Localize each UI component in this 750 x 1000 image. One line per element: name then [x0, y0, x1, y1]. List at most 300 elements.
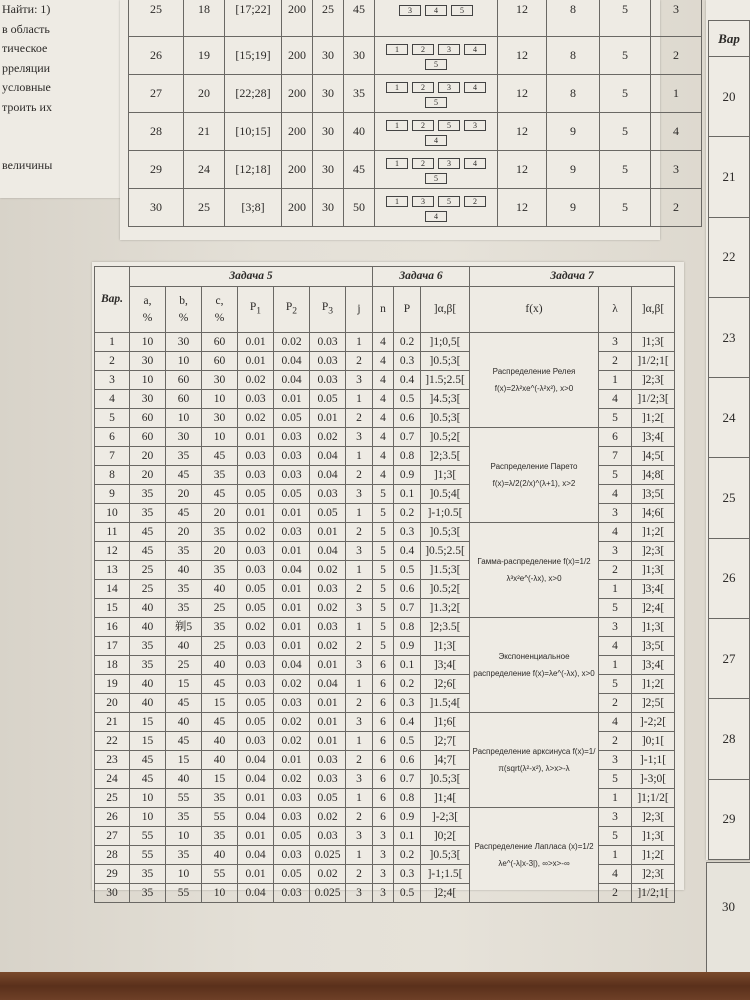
table-cell: 2: [346, 751, 373, 770]
table-cell: 40: [202, 656, 238, 675]
table-cell: 4: [373, 371, 394, 390]
table-cell: ]0.5;3[: [421, 352, 470, 371]
table-cell: 0.01: [274, 580, 310, 599]
table-cell: 0.01: [274, 542, 310, 561]
table-cell: ]2;3[: [632, 542, 675, 561]
scheme-block: 1: [386, 158, 408, 169]
table-cell: ]-1;1[: [632, 751, 675, 770]
table-cell: 3: [599, 542, 632, 561]
table-cell: 3: [599, 504, 632, 523]
right-value: 26: [709, 538, 750, 618]
table-cell: ]1.5;3[: [421, 561, 470, 580]
right-value: 23: [709, 297, 750, 377]
table-cell: ]0;1[: [632, 732, 675, 751]
table-cell: 4: [373, 428, 394, 447]
right-row: [709, 699, 750, 779]
right-header: Вар: [709, 21, 750, 57]
reliability-scheme: [375, 0, 498, 37]
table-cell: 23: [95, 751, 130, 770]
table-cell: 1: [599, 846, 632, 865]
table-cell: 0.01: [310, 409, 346, 428]
table-cell: 3: [346, 884, 373, 903]
table-cell: 0.03: [274, 447, 310, 466]
table-cell: 2: [346, 580, 373, 599]
scheme-block: 5: [425, 173, 447, 184]
table-cell: 4: [373, 333, 394, 352]
table-cell: 60: [166, 371, 202, 390]
reliability-scheme: [375, 75, 498, 113]
table-cell: ]1;3[: [632, 618, 675, 637]
right-row: [709, 458, 750, 538]
table-cell: 0.01: [310, 523, 346, 542]
table-cell: ]1.3;2[: [421, 599, 470, 618]
right-row: [709, 619, 750, 699]
table-cell: 0.02: [274, 333, 310, 352]
right-row: [709, 378, 750, 458]
table-cell: 0.02: [274, 675, 310, 694]
table-cell: 0.3: [394, 694, 421, 713]
table-cell: 0.04: [310, 447, 346, 466]
table-cell: 45: [166, 694, 202, 713]
scheme-block: 3: [438, 82, 460, 93]
table-cell: 2: [346, 523, 373, 542]
top-cell: 200: [282, 113, 313, 151]
table-cell: 1: [599, 580, 632, 599]
table-cell: 0.01: [238, 352, 274, 371]
table-cell: 35: [130, 865, 166, 884]
top-cell: 26: [129, 37, 184, 75]
table-cell: 21: [95, 713, 130, 732]
top-cell: 2: [651, 189, 702, 227]
left-text-line: условные: [2, 80, 51, 94]
table-cell: 0.2: [394, 333, 421, 352]
table-cell: 35: [202, 466, 238, 485]
table-cell: 35: [202, 523, 238, 542]
table-cell: 0.03: [310, 352, 346, 371]
top-cell: 12: [498, 37, 547, 75]
table-cell: 0.7: [394, 428, 421, 447]
table-cell: 0.02: [310, 599, 346, 618]
table-cell: 10: [202, 884, 238, 903]
table-cell: 0.02: [274, 713, 310, 732]
table-cell: ]2;4[: [632, 599, 675, 618]
top-row: [129, 0, 702, 37]
table-cell: 0.01: [274, 637, 310, 656]
table-cell: 45: [130, 770, 166, 789]
table-cell: 0.1: [394, 656, 421, 675]
table-cell: 60: [130, 428, 166, 447]
table-cell: 35: [130, 884, 166, 903]
top-cell: 30: [313, 75, 344, 113]
table-cell: 6: [373, 789, 394, 808]
table-cell: ]0.5;4[: [421, 485, 470, 504]
distribution-cell: Экспоненциальное распределение f(x)=λe^(-λx), x>0: [470, 618, 599, 713]
table-cell: 5: [373, 504, 394, 523]
table-cell: 3: [373, 884, 394, 903]
right-row: [709, 57, 750, 137]
top-cell: 25: [184, 189, 225, 227]
table-cell: 10: [130, 371, 166, 390]
scheme-block: 1: [386, 82, 408, 93]
table-cell: ]0.5;3[: [421, 846, 470, 865]
header-c: [202, 287, 238, 333]
table-cell: 0.2: [394, 846, 421, 865]
table-row: [95, 618, 675, 637]
table-cell: 1: [599, 656, 632, 675]
table-cell: 0.04: [238, 884, 274, 903]
table-cell: 5: [599, 599, 632, 618]
table-cell: 10: [130, 808, 166, 827]
table-cell: 0.7: [394, 770, 421, 789]
header-interval: ]α,β[: [421, 287, 470, 333]
top-cell: 27: [129, 75, 184, 113]
table-cell: 25: [166, 656, 202, 675]
table-cell: 0.025: [310, 846, 346, 865]
table-cell: 25: [202, 637, 238, 656]
table-cell: 0.05: [310, 390, 346, 409]
header-a: [130, 287, 166, 333]
table-cell: 30: [202, 409, 238, 428]
header-lambda: λ: [599, 287, 632, 333]
table-cell: 6: [373, 675, 394, 694]
left-text-fragments: [0, 0, 118, 200]
top-cell: 3: [651, 0, 702, 37]
table-cell: 0.8: [394, 618, 421, 637]
table-cell: 0.05: [238, 485, 274, 504]
table-cell: ]1;1/2[: [632, 789, 675, 808]
table-cell: 28: [95, 846, 130, 865]
table-cell: ]1;2[: [632, 846, 675, 865]
table-cell: ]-1;1.5[: [421, 865, 470, 884]
table-cell: 2: [599, 884, 632, 903]
table-cell: 5: [373, 542, 394, 561]
table-cell: 0.6: [394, 580, 421, 599]
table-cell: ]4;6[: [632, 504, 675, 523]
table-cell: 5: [599, 827, 632, 846]
table-cell: ]1;2[: [632, 675, 675, 694]
header-p3-label: P: [321, 301, 329, 314]
table-cell: 10: [202, 390, 238, 409]
table-cell: 27: [95, 827, 130, 846]
table-cell: 0.4: [394, 542, 421, 561]
table-cell: 35: [202, 827, 238, 846]
table-cell: 10: [95, 504, 130, 523]
table-cell: 3: [373, 865, 394, 884]
top-cell: 21: [184, 113, 225, 151]
table-cell: 25: [130, 580, 166, 599]
top-cell: 30: [313, 189, 344, 227]
table-cell: 2: [346, 865, 373, 884]
table-cell: ]1.5;4[: [421, 694, 470, 713]
table-cell: 2: [95, 352, 130, 371]
table-cell: 25: [95, 789, 130, 808]
table-cell: ]0.5;3[: [421, 523, 470, 542]
table-cell: 0.02: [238, 409, 274, 428]
table-cell: ]0.5;2[: [421, 428, 470, 447]
table-row: [95, 713, 675, 732]
top-row: [129, 151, 702, 189]
table-cell: 0.01: [238, 504, 274, 523]
header-c-label: c,: [215, 294, 224, 307]
table-cell: 5: [373, 561, 394, 580]
right-value: 20: [709, 57, 750, 137]
table-cell: 3: [599, 808, 632, 827]
top-cell: 12: [498, 151, 547, 189]
table-cell: 35: [202, 561, 238, 580]
table-cell: 5: [373, 637, 394, 656]
header-p1-sub: 1: [256, 305, 262, 317]
table-cell: 7: [599, 447, 632, 466]
distribution-cell: Распределение арксинуса f(x)=1/π(sqrt(λ²-x²), λ>x>-λ: [470, 713, 599, 808]
table-cell: ]-3;0[: [632, 770, 675, 789]
table-cell: 0.02: [310, 428, 346, 447]
header-row-2: [95, 287, 675, 333]
table-cell: 0.03: [238, 561, 274, 580]
table-cell: ]0.5;3[: [421, 770, 470, 789]
reliability-scheme: [375, 151, 498, 189]
table-cell: ]0.5;2.5[: [421, 542, 470, 561]
table-cell: 0.02: [238, 371, 274, 390]
table-cell: 0.03: [274, 808, 310, 827]
table-cell: 0.05: [274, 485, 310, 504]
table-cell: 10: [166, 827, 202, 846]
table-cell: 0.8: [394, 789, 421, 808]
table-cell: ]3;4[: [632, 428, 675, 447]
table-cell: 15: [130, 713, 166, 732]
top-cell: 12: [498, 0, 547, 37]
top-cell: [22;28]: [225, 75, 282, 113]
distribution-cell: Распределение Релея f(x)=2λ²xe^(-λ²x²), x>0: [470, 333, 599, 428]
table-cell: 45: [202, 485, 238, 504]
reliability-scheme: [375, 37, 498, 75]
table-cell: 0.05: [274, 409, 310, 428]
table-cell: 0.02: [310, 561, 346, 580]
header-P: P: [394, 287, 421, 333]
table-cell: ]4;5[: [632, 447, 675, 466]
top-cell: 5: [600, 37, 651, 75]
table-cell: 0.01: [274, 504, 310, 523]
right-header-row: [709, 21, 750, 57]
table-cell: 0.04: [274, 371, 310, 390]
table-cell: ]-2;2[: [632, 713, 675, 732]
table-cell: 0.2: [394, 504, 421, 523]
header-a-unit: %: [142, 311, 153, 324]
top-cell: [3;8]: [225, 189, 282, 227]
table-cell: 0.02: [310, 865, 346, 884]
table-cell: 40: [202, 846, 238, 865]
table-cell: ]3;5[: [632, 485, 675, 504]
table-cell: 5: [373, 523, 394, 542]
table-cell: 2: [599, 561, 632, 580]
table-cell: 2: [346, 637, 373, 656]
table-cell: 0.8: [394, 447, 421, 466]
distribution-cell: Распределение Лапласа (x)=1/2 λe^(-λ|x-3|), ∞>x>-∞: [470, 808, 599, 903]
header-b-unit: %: [178, 311, 189, 324]
table-cell: 6: [599, 428, 632, 447]
table-cell: 45: [130, 751, 166, 770]
table-cell: 45: [202, 675, 238, 694]
table-cell: ]2;7[: [421, 732, 470, 751]
table-cell: 20: [166, 523, 202, 542]
header-task6: Задача 6: [373, 267, 470, 287]
table-cell: 35: [166, 808, 202, 827]
table-cell: 3: [373, 827, 394, 846]
table-cell: 0.6: [394, 751, 421, 770]
table-cell: ]1.5;2.5[: [421, 371, 470, 390]
table-row: [95, 808, 675, 827]
table-cell: 2: [346, 808, 373, 827]
table-cell: 2: [599, 694, 632, 713]
table-cell: 0.03: [274, 428, 310, 447]
scheme-block: 4: [464, 158, 486, 169]
table-cell: 35: [130, 485, 166, 504]
table-cell: 0.04: [274, 656, 310, 675]
table-cell: 4: [599, 485, 632, 504]
table-cell: 55: [166, 789, 202, 808]
top-cell: 5: [600, 151, 651, 189]
table-cell: 60: [202, 333, 238, 352]
right-value: 25: [709, 458, 750, 538]
right-value: 27: [709, 619, 750, 699]
reliability-scheme: [375, 113, 498, 151]
table-cell: 40: [130, 599, 166, 618]
table-cell: 0.03: [274, 789, 310, 808]
table-cell: 0.03: [310, 580, 346, 599]
table-cell: 1: [599, 371, 632, 390]
table-cell: 40: [202, 732, 238, 751]
table-cell: 0.04: [238, 808, 274, 827]
right-value: 21: [709, 137, 750, 217]
table-cell: 0.03: [238, 447, 274, 466]
table-cell: 4: [599, 713, 632, 732]
scheme-block: 3: [464, 120, 486, 131]
table-cell: 6: [373, 694, 394, 713]
top-cell: 25: [129, 0, 184, 37]
table-cell: ]3;4[: [421, 656, 470, 675]
table-cell: 0.3: [394, 352, 421, 371]
table-cell: 0.04: [310, 466, 346, 485]
scheme-block: 2: [412, 82, 434, 93]
top-row: [129, 37, 702, 75]
header-b-label: b,: [179, 294, 188, 307]
table-cell: 29: [95, 865, 130, 884]
table-cell: 20: [130, 447, 166, 466]
table-cell: 6: [373, 770, 394, 789]
top-cell: 200: [282, 75, 313, 113]
table-cell: 3: [346, 656, 373, 675]
table-cell: 0.03: [310, 371, 346, 390]
table-cell: 8: [95, 466, 130, 485]
table-cell: 0.3: [394, 865, 421, 884]
table-cell: 2: [346, 352, 373, 371]
table-cell: 45: [166, 732, 202, 751]
top-cell: 9: [547, 113, 600, 151]
table-cell: 1: [95, 333, 130, 352]
table-cell: 25: [130, 561, 166, 580]
right-row: [709, 297, 750, 377]
table-cell: ]0.5;3[: [421, 409, 470, 428]
table-cell: 0.4: [394, 371, 421, 390]
table-cell: 14: [95, 580, 130, 599]
table-cell: ]4.5;3[: [421, 390, 470, 409]
table-cell: ]1;2[: [632, 409, 675, 428]
table-cell: 55: [130, 827, 166, 846]
table-cell: ]1;4[: [421, 789, 470, 808]
table-cell: 0.9: [394, 637, 421, 656]
table-cell: 0.03: [238, 466, 274, 485]
table-cell: 35: [130, 637, 166, 656]
left-text-line: тическое: [2, 41, 48, 55]
top-cell: 8: [547, 0, 600, 37]
table-cell: 5: [373, 618, 394, 637]
top-cell: 5: [600, 0, 651, 37]
table-cell: 0.04: [238, 751, 274, 770]
top-cell: 40: [344, 113, 375, 151]
table-cell: 1: [346, 333, 373, 352]
table-cell: 0.03: [238, 390, 274, 409]
table-cell: 0.01: [238, 827, 274, 846]
table-cell: 45: [130, 523, 166, 542]
scheme-block: 1: [386, 120, 408, 131]
right-value: 29: [709, 779, 750, 859]
top-cell: 2: [651, 37, 702, 75]
right-row: [709, 538, 750, 618]
scheme-block: 5: [425, 97, 447, 108]
table-cell: 3: [346, 599, 373, 618]
table-cell: 0.03: [274, 884, 310, 903]
table-cell: 4: [599, 523, 632, 542]
scheme-block: 5: [438, 120, 460, 131]
table-cell: 3: [346, 713, 373, 732]
table-cell: 3: [346, 827, 373, 846]
right-value: 28: [709, 699, 750, 779]
top-cell: 5: [600, 113, 651, 151]
table-cell: 0.05: [238, 713, 274, 732]
table-cell: 60: [166, 390, 202, 409]
scheme-block: 2: [464, 196, 486, 207]
left-text-line: в область: [2, 21, 50, 36]
table-cell: ]2;6[: [421, 675, 470, 694]
table-cell: ]-1;0.5[: [421, 504, 470, 523]
table-cell: 35: [166, 599, 202, 618]
table-cell: 5: [599, 466, 632, 485]
table-cell: 11: [95, 523, 130, 542]
table-cell: 0.03: [238, 542, 274, 561]
top-cell: 29: [129, 151, 184, 189]
table-cell: 0.01: [238, 865, 274, 884]
table-cell: 6: [373, 713, 394, 732]
table-cell: 20: [130, 466, 166, 485]
header-c-unit: %: [214, 311, 225, 324]
top-row: [129, 75, 702, 113]
table-cell: 0.05: [310, 789, 346, 808]
header-p3: [310, 287, 346, 333]
table-cell: 30: [166, 333, 202, 352]
scheme-block: 4: [425, 135, 447, 146]
header-fx: f(x): [470, 287, 599, 333]
scheme-block: 4: [425, 211, 447, 222]
table-cell: 3: [346, 485, 373, 504]
table-cell: 3: [373, 846, 394, 865]
table-cell: 35: [202, 618, 238, 637]
table-cell: 6: [373, 808, 394, 827]
table-cell: 0.01: [310, 656, 346, 675]
table-cell: ]1;3[: [632, 827, 675, 846]
table-cell: 60: [202, 352, 238, 371]
header-p2: [274, 287, 310, 333]
table-cell: 5: [373, 580, 394, 599]
table-cell: 10: [166, 409, 202, 428]
